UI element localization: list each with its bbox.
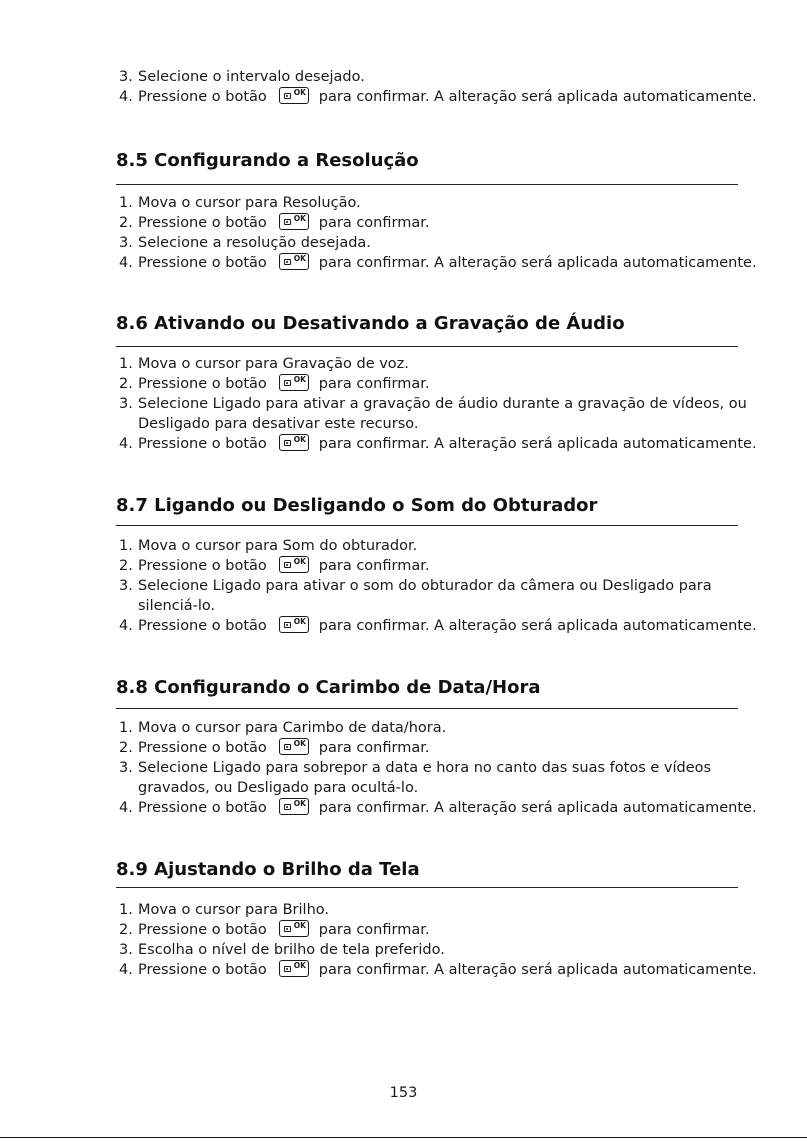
camera-ok-button-icon bbox=[279, 798, 309, 815]
step-item bbox=[116, 616, 766, 636]
camera-icon bbox=[284, 562, 291, 568]
step-text-post: para confirmar. A alteração será aplicada automaticamente. bbox=[318, 618, 757, 634]
step-number: 4. bbox=[119, 800, 133, 816]
page-bottom-border bbox=[0, 1137, 807, 1138]
step-text-post: para confirmar. bbox=[318, 215, 430, 231]
step-item bbox=[116, 193, 766, 213]
camera-icon bbox=[284, 259, 291, 265]
step-number: 1. bbox=[119, 720, 133, 736]
step-number: 4. bbox=[119, 255, 133, 271]
step-text: Mova o cursor para Carimbo de data/hora. bbox=[138, 720, 447, 736]
ok-label: OK bbox=[293, 375, 306, 384]
step-item bbox=[116, 920, 766, 940]
step-number: 2. bbox=[119, 558, 133, 574]
step-text-post: para confirmar. A alteração será aplicada automaticamente. bbox=[318, 255, 757, 271]
camera-icon bbox=[284, 380, 291, 386]
step-item bbox=[116, 556, 766, 576]
step-text-pre: Pressione o botão bbox=[138, 922, 267, 938]
camera-icon bbox=[284, 440, 291, 446]
step-item bbox=[116, 434, 766, 454]
camera-icon bbox=[284, 926, 291, 932]
section-heading-8-5: 8.5 Configurando a Resolução bbox=[116, 150, 419, 171]
step-number: 2. bbox=[119, 922, 133, 938]
step-text: Mova o cursor para Gravação de voz. bbox=[138, 356, 409, 372]
step-number: 3. bbox=[119, 760, 133, 776]
step-number: 1. bbox=[119, 538, 133, 554]
step-text-pre: Pressione o botão bbox=[138, 376, 267, 392]
step-text-post: para confirmar. bbox=[318, 376, 430, 392]
step-item bbox=[116, 87, 766, 107]
step-text-post: para confirmar. bbox=[318, 740, 430, 756]
section-steps-8-7 bbox=[116, 536, 766, 636]
step-text-pre: Pressione o botão bbox=[138, 255, 267, 271]
step-text-pre: Pressione o botão bbox=[138, 215, 267, 231]
section-divider bbox=[116, 346, 738, 347]
step-number: 3. bbox=[119, 942, 133, 958]
camera-icon bbox=[284, 219, 291, 225]
step-number: 2. bbox=[119, 215, 133, 231]
step-text-continued: silenciá-lo. bbox=[138, 598, 216, 614]
section-divider bbox=[116, 887, 738, 888]
camera-icon bbox=[284, 966, 291, 972]
ok-label: OK bbox=[293, 88, 306, 97]
ok-label: OK bbox=[293, 921, 306, 930]
step-item bbox=[116, 738, 766, 758]
section-divider bbox=[116, 184, 738, 185]
ok-label: OK bbox=[293, 214, 306, 223]
step-item bbox=[116, 576, 766, 616]
step-item bbox=[116, 900, 766, 920]
step-item bbox=[116, 536, 766, 556]
ok-label: OK bbox=[293, 617, 306, 626]
step-number: 4. bbox=[119, 618, 133, 634]
section-heading-8-9: 8.9 Ajustando o Brilho da Tela bbox=[116, 859, 420, 880]
section-heading-8-7: 8.7 Ligando ou Desligando o Som do Obturador bbox=[116, 495, 598, 516]
step-text: Selecione Ligado para sobrepor a data e hora no canto das suas fotos e vídeos bbox=[138, 760, 712, 776]
step-item bbox=[116, 354, 766, 374]
ok-label: OK bbox=[293, 799, 306, 808]
step-item bbox=[116, 213, 766, 233]
intro-steps bbox=[116, 67, 766, 107]
step-text-post: para confirmar. A alteração será aplicada automaticamente. bbox=[318, 436, 757, 452]
camera-ok-button-icon bbox=[279, 920, 309, 937]
step-text-post: para confirmar. A alteração será aplicada automaticamente. bbox=[318, 800, 757, 816]
camera-ok-button-icon bbox=[279, 960, 309, 977]
camera-ok-button-icon bbox=[279, 434, 309, 451]
step-number: 2. bbox=[119, 740, 133, 756]
camera-icon bbox=[284, 804, 291, 810]
camera-ok-button-icon bbox=[279, 738, 309, 755]
step-item bbox=[116, 798, 766, 818]
step-text-post: para confirmar. A alteração será aplicada automaticamente. bbox=[318, 962, 757, 978]
step-item bbox=[116, 394, 766, 434]
section-steps-8-6 bbox=[116, 354, 766, 454]
camera-ok-button-icon bbox=[279, 616, 309, 633]
step-text-pre: Pressione o botão bbox=[138, 618, 267, 634]
step-number: 2. bbox=[119, 376, 133, 392]
camera-ok-button-icon bbox=[279, 253, 309, 270]
step-text-pre: Pressione o botão bbox=[138, 740, 267, 756]
ok-label: OK bbox=[293, 435, 306, 444]
camera-ok-button-icon bbox=[279, 374, 309, 391]
step-text: Mova o cursor para Som do obturador. bbox=[138, 538, 418, 554]
camera-ok-button-icon bbox=[279, 556, 309, 573]
step-number: 3. bbox=[119, 578, 133, 594]
section-steps-8-9 bbox=[116, 900, 766, 980]
step-item bbox=[116, 758, 766, 798]
step-item bbox=[116, 233, 766, 253]
step-item bbox=[116, 374, 766, 394]
camera-ok-button-icon bbox=[279, 213, 309, 230]
step-text-continued: gravados, ou Desligado para ocultá-lo. bbox=[138, 780, 419, 796]
step-text: Selecione o intervalo desejado. bbox=[138, 69, 365, 85]
step-item bbox=[116, 940, 766, 960]
step-text: Mova o cursor para Resolução. bbox=[138, 195, 361, 211]
step-number: 4. bbox=[119, 436, 133, 452]
ok-label: OK bbox=[293, 961, 306, 970]
camera-icon bbox=[284, 622, 291, 628]
camera-icon bbox=[284, 744, 291, 750]
step-text-post: para confirmar. A alteração será aplicada automaticamente. bbox=[318, 89, 757, 105]
step-number: 3. bbox=[119, 69, 133, 85]
section-heading-8-8: 8.8 Configurando o Carimbo de Data/Hora bbox=[116, 677, 541, 698]
step-text: Selecione Ligado para ativar o som do obturador da câmera ou Desligado para bbox=[138, 578, 712, 594]
ok-label: OK bbox=[293, 739, 306, 748]
step-item bbox=[116, 960, 766, 980]
step-text: Selecione Ligado para ativar a gravação de áudio durante a gravação de vídeos, ou bbox=[138, 396, 747, 412]
step-item bbox=[116, 718, 766, 738]
camera-ok-button-icon bbox=[279, 87, 309, 104]
step-text-pre: Pressione o botão bbox=[138, 962, 267, 978]
step-text: Mova o cursor para Brilho. bbox=[138, 902, 329, 918]
step-text-pre: Pressione o botão bbox=[138, 800, 267, 816]
step-text-pre: Pressione o botão bbox=[138, 89, 267, 105]
step-item bbox=[116, 67, 766, 87]
step-text-post: para confirmar. bbox=[318, 922, 430, 938]
section-divider bbox=[116, 525, 738, 526]
step-number: 4. bbox=[119, 89, 133, 105]
step-text: Selecione a resolução desejada. bbox=[138, 235, 371, 251]
section-divider bbox=[116, 708, 738, 709]
step-text-continued: Desligado para desativar este recurso. bbox=[138, 416, 419, 432]
section-heading-8-6: 8.6 Ativando ou Desativando a Gravação de Áudio bbox=[116, 313, 625, 334]
step-text-post: para confirmar. bbox=[318, 558, 430, 574]
step-number: 4. bbox=[119, 962, 133, 978]
step-text: Escolha o nível de brilho de tela preferido. bbox=[138, 942, 445, 958]
page-number: 153 bbox=[389, 1085, 418, 1101]
step-number: 1. bbox=[119, 195, 133, 211]
step-number: 3. bbox=[119, 235, 133, 251]
section-steps-8-8 bbox=[116, 718, 766, 818]
ok-label: OK bbox=[293, 254, 306, 263]
step-number: 1. bbox=[119, 902, 133, 918]
step-text-pre: Pressione o botão bbox=[138, 436, 267, 452]
ok-label: OK bbox=[293, 557, 306, 566]
camera-icon bbox=[284, 93, 291, 99]
step-number: 3. bbox=[119, 396, 133, 412]
step-number: 1. bbox=[119, 356, 133, 372]
section-steps-8-5 bbox=[116, 193, 766, 273]
step-text-pre: Pressione o botão bbox=[138, 558, 267, 574]
step-item bbox=[116, 253, 766, 273]
